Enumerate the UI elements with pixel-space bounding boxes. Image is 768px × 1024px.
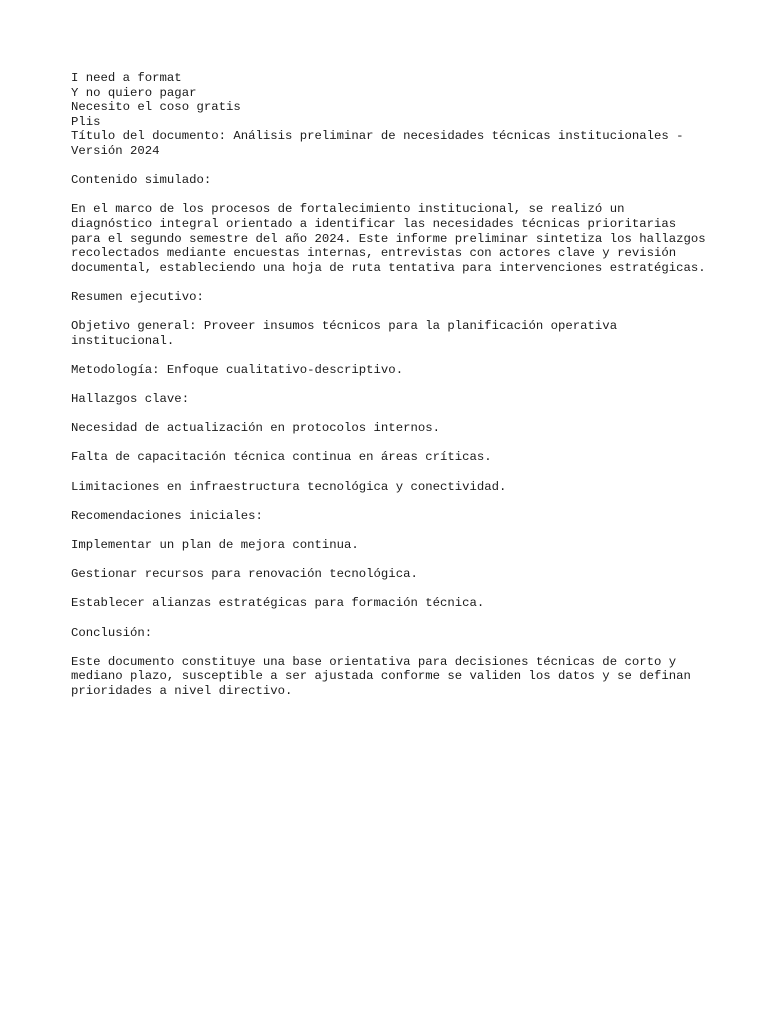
conclusion-heading: Conclusión: [71,625,153,640]
summary-heading: Resumen ejecutivo: [71,289,204,304]
recommendation-item: Gestionar recursos para renovación tecnológica. [71,567,418,582]
intro-line: Necesito el coso gratis [71,100,241,115]
content-heading: Contenido simulado: [71,173,212,188]
document-page [71,71,711,699]
intro-line: Plis [71,114,101,129]
intro-line: Y no quiero pagar [71,85,197,100]
intro-line: I need a format [71,71,182,85]
methodology-paragraph: Metodología: Enfoque cualitativo-descriptivo. [71,362,404,377]
finding-item: Limitaciones en infraestructura tecnológica y conectividad. [71,479,507,494]
document-title-line: Título del documento: Análisis preliminar de necesidades técnicas institucionales - Versión 2024 [71,129,684,158]
finding-item: Falta de capacitación técnica continua en áreas críticas. [71,450,492,465]
recommendations-heading: Recomendaciones iniciales: [71,508,263,523]
finding-item: Necesidad de actualización en protocolos internos. [71,421,440,436]
recommendation-item: Implementar un plan de mejora continua. [71,538,359,552]
intro-paragraph: En el marco de los procesos de fortalecimiento institucional, se realizó un diagnóstico integral orientado a identificar las necesidades técnicas prioritarias para el segundo semestre del año 2024. Este informe preliminar sintetiza los hallazgos recolectados mediante encuestas internas, entrevistas con actores clave y revisión documental, estableciendo una hoja de ruta tentativa para intervenciones estratégicas. [71,202,706,275]
findings-heading: Hallazgos clave: [71,392,190,407]
objective-paragraph: Objetivo general: Proveer insumos técnicos para la planificación operativa institucional. [71,319,618,348]
recommendation-item: Establecer alianzas estratégicas para formación técnica. [71,596,485,611]
conclusion-paragraph: Este documento constituye una base orientativa para decisiones técnicas de corto y mediano plazo, susceptible a ser ajustada conforme se validen los datos y se definan prioridades a nivel directivo. [71,654,691,698]
